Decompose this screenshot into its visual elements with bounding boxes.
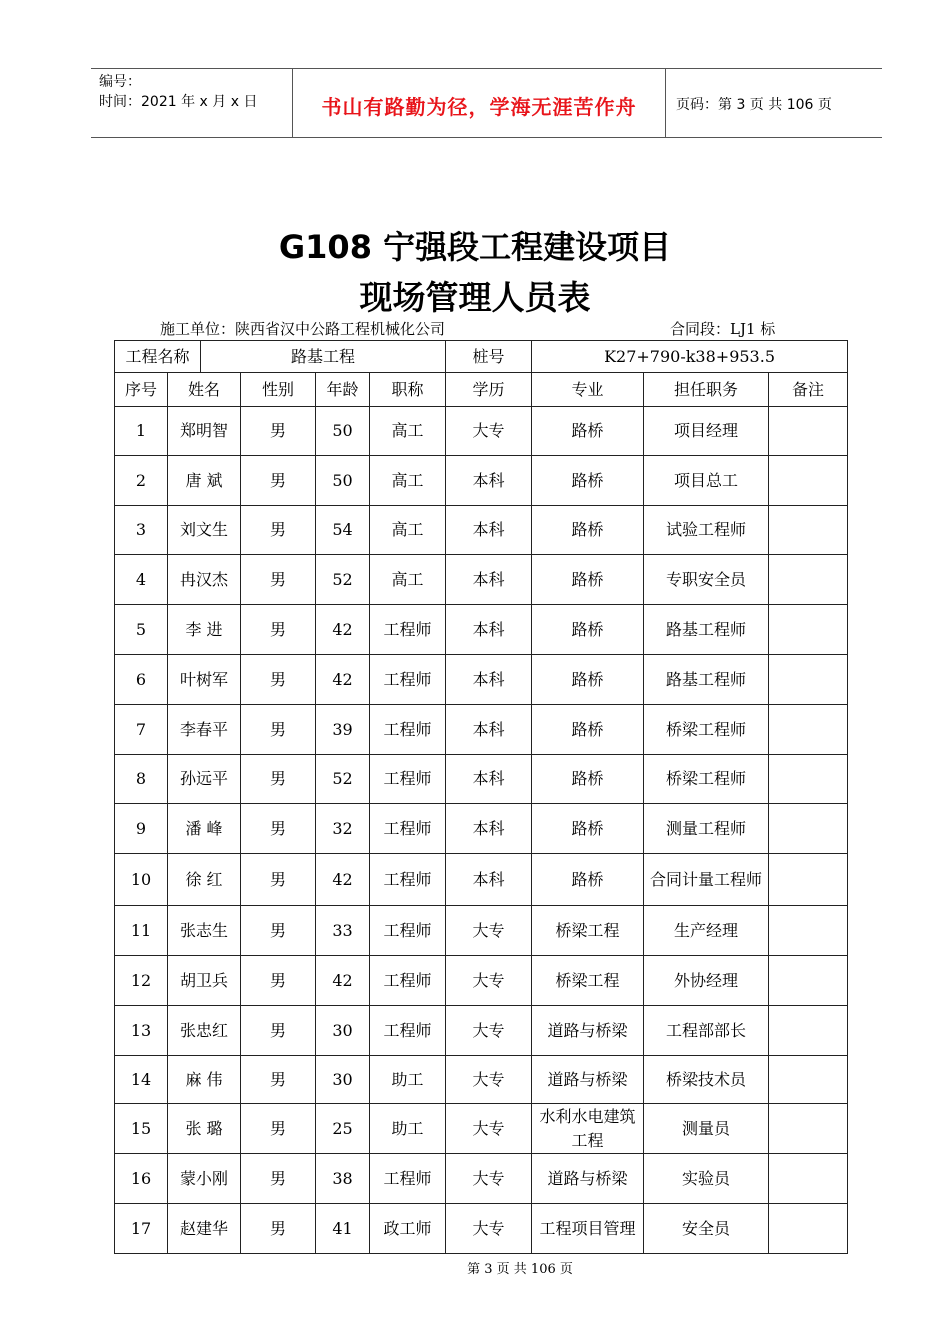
cell-duty: 桥梁工程师	[644, 705, 769, 755]
cell-duty: 路基工程师	[644, 655, 769, 705]
column-header: 专业	[532, 373, 644, 407]
page-label: 页码：第 3 页 共 106 页	[676, 97, 832, 113]
cell-no: 2	[115, 456, 168, 506]
cell-title: 工程师	[370, 1006, 446, 1056]
table-row	[115, 1154, 848, 1204]
station-value: K27+790-k38+953.5	[532, 341, 848, 373]
table-row	[115, 956, 848, 1006]
cell-duty: 项目总工	[644, 456, 769, 506]
column-header: 姓名	[168, 373, 241, 407]
cell-no: 16	[115, 1154, 168, 1204]
meta-row	[115, 341, 848, 373]
table-row	[115, 755, 848, 804]
cell-no: 8	[115, 755, 168, 804]
title-line-1: G108 宁强段工程建设项目	[278, 228, 672, 266]
cell-sex: 男	[241, 705, 316, 755]
column-header: 性别	[241, 373, 316, 407]
cell-no: 6	[115, 655, 168, 705]
cell-sex: 男	[241, 555, 316, 605]
cell-edu: 本科	[446, 456, 532, 506]
cell-major: 道路与桥梁	[532, 1154, 644, 1204]
table-row	[115, 1006, 848, 1056]
column-header: 年龄	[316, 373, 370, 407]
project-label: 工程名称	[115, 341, 201, 373]
cell-major: 桥梁工程	[532, 956, 644, 1006]
cell-note	[769, 906, 848, 956]
cell-title: 高工	[370, 506, 446, 555]
cell-note	[769, 956, 848, 1006]
cell-sex: 男	[241, 407, 316, 456]
cell-age: 50	[316, 456, 370, 506]
construction-unit: 施工单位：陕西省汉中公路工程机械化公司	[160, 320, 446, 338]
cell-major: 路桥	[532, 605, 644, 655]
cell-sex: 男	[241, 1104, 316, 1154]
cell-name: 蒙小刚	[168, 1154, 241, 1204]
cell-age: 42	[316, 854, 370, 906]
cell-edu: 本科	[446, 506, 532, 555]
cell-edu: 大专	[446, 407, 532, 456]
cell-sex: 男	[241, 755, 316, 804]
cell-no: 12	[115, 956, 168, 1006]
cell-name: 胡卫兵	[168, 956, 241, 1006]
cell-major: 路桥	[532, 755, 644, 804]
cell-title: 工程师	[370, 956, 446, 1006]
table-row	[115, 906, 848, 956]
cell-edu: 大专	[446, 1056, 532, 1104]
cell-duty: 项目经理	[644, 407, 769, 456]
cell-age: 33	[316, 906, 370, 956]
table-row	[115, 1104, 848, 1154]
cell-no: 5	[115, 605, 168, 655]
table-row	[115, 555, 848, 605]
cell-edu: 本科	[446, 755, 532, 804]
cell-age: 42	[316, 605, 370, 655]
cell-major: 路桥	[532, 854, 644, 906]
cell-title: 工程师	[370, 1154, 446, 1204]
cell-title: 政工师	[370, 1204, 446, 1254]
cell-note	[769, 705, 848, 755]
cell-name: 郑明智	[168, 407, 241, 456]
cell-age: 42	[316, 956, 370, 1006]
table-row	[115, 1056, 848, 1104]
cell-major: 道路与桥梁	[532, 1056, 644, 1104]
cell-edu: 大专	[446, 906, 532, 956]
page-footer: 第 3 页 共 106 页	[467, 1262, 573, 1277]
cell-name: 潘 峰	[168, 804, 241, 854]
cell-title: 工程师	[370, 655, 446, 705]
cell-title: 高工	[370, 456, 446, 506]
header-row	[115, 373, 848, 407]
cell-age: 30	[316, 1056, 370, 1104]
cell-name: 张 璐	[168, 1104, 241, 1154]
cell-title: 工程师	[370, 906, 446, 956]
project-value: 路基工程	[201, 341, 446, 373]
cell-sex: 男	[241, 1204, 316, 1254]
cell-name: 孙远平	[168, 755, 241, 804]
cell-name: 麻 伟	[168, 1056, 241, 1104]
cell-duty: 生产经理	[644, 906, 769, 956]
document-header	[91, 68, 882, 138]
cell-sex: 男	[241, 456, 316, 506]
cell-note	[769, 1154, 848, 1204]
cell-major: 路桥	[532, 705, 644, 755]
cell-edu: 本科	[446, 854, 532, 906]
cell-age: 38	[316, 1154, 370, 1204]
cell-title: 工程师	[370, 605, 446, 655]
cell-sex: 男	[241, 804, 316, 854]
cell-no: 17	[115, 1204, 168, 1254]
cell-edu: 大专	[446, 1104, 532, 1154]
cell-no: 13	[115, 1006, 168, 1056]
cell-no: 14	[115, 1056, 168, 1104]
cell-sex: 男	[241, 854, 316, 906]
cell-name: 张志生	[168, 906, 241, 956]
table-row	[115, 804, 848, 854]
cell-note	[769, 854, 848, 906]
cell-title: 工程师	[370, 755, 446, 804]
cell-note	[769, 456, 848, 506]
table-row	[115, 1204, 848, 1254]
header-motto-cell	[293, 69, 666, 137]
cell-duty: 安全员	[644, 1204, 769, 1254]
cell-edu: 大专	[446, 1006, 532, 1056]
cell-name: 冉汉杰	[168, 555, 241, 605]
cell-age: 52	[316, 755, 370, 804]
cell-note	[769, 555, 848, 605]
title-line-2: 现场管理人员表	[359, 278, 591, 317]
cell-edu: 本科	[446, 705, 532, 755]
cell-major: 路桥	[532, 456, 644, 506]
time-label: 时间：2021 年 x 月 x 日	[99, 94, 258, 110]
cell-title: 助工	[370, 1104, 446, 1154]
staff-table	[114, 340, 848, 1254]
cell-no: 7	[115, 705, 168, 755]
table-row	[115, 506, 848, 555]
cell-no: 11	[115, 906, 168, 956]
cell-name: 张忠红	[168, 1006, 241, 1056]
cell-age: 41	[316, 1204, 370, 1254]
cell-major: 路桥	[532, 555, 644, 605]
cell-sex: 男	[241, 655, 316, 705]
table-row	[115, 407, 848, 456]
cell-sex: 男	[241, 1154, 316, 1204]
cell-major: 路桥	[532, 804, 644, 854]
station-label: 桩号	[446, 341, 532, 373]
cell-no: 4	[115, 555, 168, 605]
cell-title: 工程师	[370, 705, 446, 755]
cell-edu: 本科	[446, 605, 532, 655]
cell-name: 徐 红	[168, 854, 241, 906]
header-page-cell	[666, 69, 882, 137]
cell-note	[769, 1056, 848, 1104]
cell-age: 42	[316, 655, 370, 705]
cell-major: 路桥	[532, 407, 644, 456]
cell-duty: 桥梁工程师	[644, 755, 769, 804]
column-header: 学历	[446, 373, 532, 407]
cell-name: 唐 斌	[168, 456, 241, 506]
cell-duty: 桥梁技术员	[644, 1056, 769, 1104]
cell-name: 叶树军	[168, 655, 241, 705]
cell-name: 李春平	[168, 705, 241, 755]
cell-sex: 男	[241, 906, 316, 956]
cell-note	[769, 1104, 848, 1154]
cell-age: 30	[316, 1006, 370, 1056]
cell-duty: 专职安全员	[644, 555, 769, 605]
contract-section: 合同段：LJ1 标	[670, 320, 776, 338]
motto: 书山有路勤为径，学海无涯苦作舟	[321, 95, 637, 119]
cell-note	[769, 655, 848, 705]
cell-age: 39	[316, 705, 370, 755]
cell-major: 道路与桥梁	[532, 1006, 644, 1056]
cell-sex: 男	[241, 1006, 316, 1056]
cell-major: 水利水电建筑工程	[532, 1104, 644, 1154]
cell-title: 工程师	[370, 854, 446, 906]
cell-note	[769, 804, 848, 854]
cell-edu: 本科	[446, 655, 532, 705]
cell-name: 赵建华	[168, 1204, 241, 1254]
cell-sex: 男	[241, 506, 316, 555]
cell-sex: 男	[241, 605, 316, 655]
cell-age: 50	[316, 407, 370, 456]
cell-age: 54	[316, 506, 370, 555]
cell-note	[769, 407, 848, 456]
cell-duty: 测量工程师	[644, 804, 769, 854]
cell-sex: 男	[241, 956, 316, 1006]
cell-no: 1	[115, 407, 168, 456]
cell-major: 路桥	[532, 655, 644, 705]
cell-age: 32	[316, 804, 370, 854]
cell-duty: 测量员	[644, 1104, 769, 1154]
cell-title: 工程师	[370, 804, 446, 854]
cell-no: 3	[115, 506, 168, 555]
cell-edu: 本科	[446, 804, 532, 854]
cell-duty: 试验工程师	[644, 506, 769, 555]
cell-note	[769, 605, 848, 655]
table-row	[115, 854, 848, 906]
cell-duty: 实验员	[644, 1154, 769, 1204]
cell-edu: 本科	[446, 555, 532, 605]
cell-age: 25	[316, 1104, 370, 1154]
cell-major: 桥梁工程	[532, 906, 644, 956]
cell-name: 刘文生	[168, 506, 241, 555]
cell-sex: 男	[241, 1056, 316, 1104]
cell-note	[769, 1204, 848, 1254]
number-label: 编号：	[99, 74, 141, 90]
cell-edu: 大专	[446, 1154, 532, 1204]
cell-no: 15	[115, 1104, 168, 1154]
cell-duty: 合同计量工程师	[644, 854, 769, 906]
cell-duty: 路基工程师	[644, 605, 769, 655]
cell-title: 高工	[370, 555, 446, 605]
cell-title: 高工	[370, 407, 446, 456]
cell-title: 助工	[370, 1056, 446, 1104]
cell-name: 李 进	[168, 605, 241, 655]
table-row	[115, 456, 848, 506]
cell-major: 工程项目管理	[532, 1204, 644, 1254]
cell-duty: 外协经理	[644, 956, 769, 1006]
column-header: 职称	[370, 373, 446, 407]
column-header: 序号	[115, 373, 168, 407]
cell-note	[769, 1006, 848, 1056]
cell-duty: 工程部部长	[644, 1006, 769, 1056]
cell-major: 路桥	[532, 506, 644, 555]
column-header: 担任职务	[644, 373, 769, 407]
cell-no: 9	[115, 804, 168, 854]
header-left-cell	[91, 69, 293, 137]
table-row	[115, 705, 848, 755]
table-row	[115, 655, 848, 705]
cell-note	[769, 506, 848, 555]
cell-no: 10	[115, 854, 168, 906]
cell-note	[769, 755, 848, 804]
column-header: 备注	[769, 373, 848, 407]
cell-age: 52	[316, 555, 370, 605]
cell-edu: 大专	[446, 956, 532, 1006]
table-row	[115, 605, 848, 655]
cell-edu: 大专	[446, 1204, 532, 1254]
